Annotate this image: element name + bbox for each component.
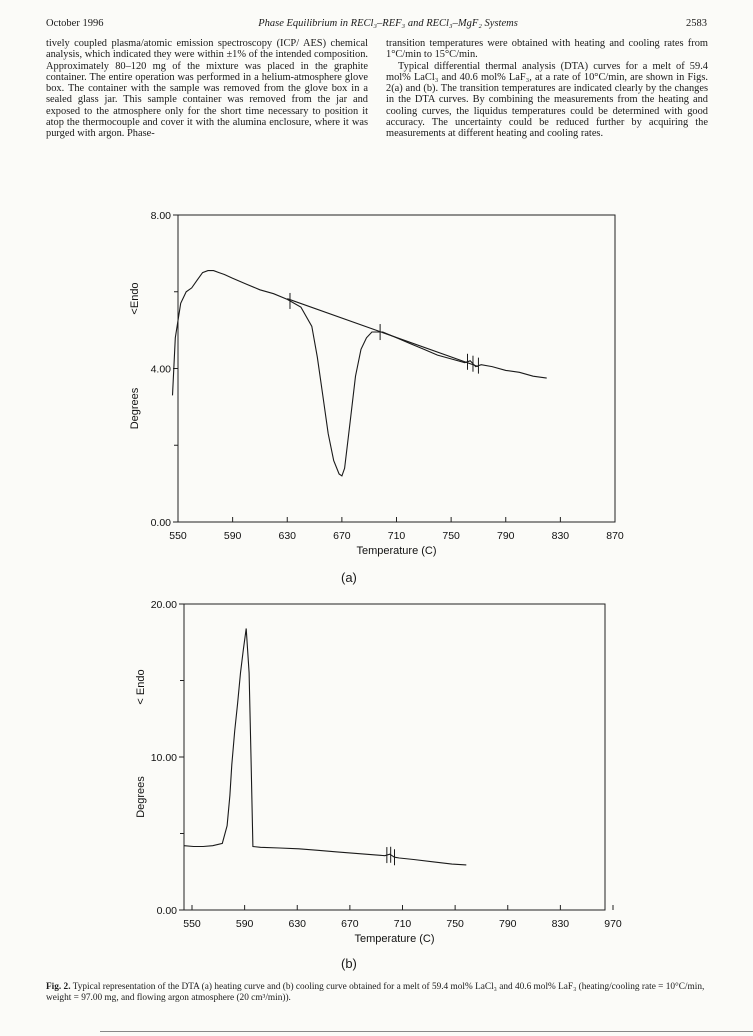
x-tick-label: 970 xyxy=(604,918,622,930)
bottom-rule xyxy=(100,1031,753,1032)
x-tick-label: 670 xyxy=(333,530,351,542)
x-tick-label: 550 xyxy=(183,918,201,930)
x-tick-label: 710 xyxy=(387,530,406,542)
y-tick-label: 20.00 xyxy=(150,599,177,611)
header-date: October 1996 xyxy=(46,18,104,29)
caption-label: Fig. 2. xyxy=(46,982,71,992)
x-tick-label: 830 xyxy=(551,530,570,542)
x-tick-label: 830 xyxy=(551,918,570,930)
baseline-line xyxy=(287,299,478,367)
x-tick-label: 630 xyxy=(288,918,307,930)
figure-caption xyxy=(46,982,708,1004)
caption-text: Typical representation of the DTA (a) heating curve and (b) cooling curve obtained for a melt of 59.4 mol% LaCl₃ and 40.6 mol% LaF₃ (heating/cooling rate = 10°C/min, weight = 97.00 mg, and flowing argon atmosphere (20 cm³/min)). xyxy=(46,982,705,1003)
x-tick-label: 710 xyxy=(393,918,412,930)
x-axis-title: Temperature (C) xyxy=(354,933,435,945)
right-column xyxy=(386,38,708,140)
x-tick-label: 590 xyxy=(235,918,254,930)
x-tick-label: 750 xyxy=(446,918,464,930)
plot-frame xyxy=(178,215,615,522)
dta-curve xyxy=(184,629,466,865)
x-tick-label: 790 xyxy=(498,918,517,930)
y-axis-title: Degrees xyxy=(129,387,141,430)
dta-heating-chart xyxy=(0,190,753,590)
panel-label-a: (a) xyxy=(341,570,357,585)
dta-curve xyxy=(173,271,547,476)
left-column xyxy=(46,38,368,140)
panel-label-b: (b) xyxy=(341,956,357,971)
x-axis-title: Temperature (C) xyxy=(356,545,437,557)
dta-cooling-chart xyxy=(0,592,753,962)
page-number: 2583 xyxy=(686,18,707,29)
y-axis-title: Degrees xyxy=(135,776,147,818)
header-title: Phase Equilibrium in RECl₃–REF₃ and RECl₃–MgF₂ Systems xyxy=(258,18,518,29)
y-axis-secondary-title: < Endo xyxy=(135,669,147,705)
y-tick-label: 0.00 xyxy=(150,517,171,529)
x-tick-label: 790 xyxy=(496,530,515,542)
y-tick-label: 0.00 xyxy=(156,905,177,917)
x-tick-label: 670 xyxy=(341,918,359,930)
x-tick-label: 870 xyxy=(606,530,624,542)
y-tick-label: 8.00 xyxy=(150,210,171,222)
left-column-text: tively coupled plasma/atomic emission spectroscopy (ICP/ AES) chemical analysis, which indicated they were within ±1% of the intended composition. Approximately 80–120 mg of the mixture was placed in the graphite container. The entire operation was performed in a helium-atmosphere glove box. The container with the sample was removed from the glove box in a sealed glass jar. This sample container was removed from the jar and exposed to the atmosphere only for the short time necessary to position it atop the thermocouple and cover it with the alumina enclosure, where it was purged with argon. Phase- xyxy=(46,38,368,140)
y-tick-label: 10.00 xyxy=(150,752,177,764)
x-tick-label: 750 xyxy=(442,530,460,542)
x-tick-label: 550 xyxy=(169,530,187,542)
y-axis-secondary-title: <Endo xyxy=(129,282,141,315)
y-tick-label: 4.00 xyxy=(150,363,171,376)
x-tick-label: 590 xyxy=(223,530,242,542)
right-column-p2: Typical differential thermal analysis (DTA) curves for a melt of 59.4 mol% LaCl₃ and 40.6 mol% LaF₃, at a rate of 10°C/min, are shown in Figs. 2(a) and (b). The transition temperatures are indicated clearly by the changes in the DTA curves. By combining the measurements from the heating and cooling curves, the liquidus temperatures could be determined with good accuracy. The uncertainty could be reduced further by acquiring the measurements at different heating and cooling rates. xyxy=(386,60,708,140)
right-column-p1: transition temperatures were obtained with heating and cooling rates from 1°C/min to 15°C/min. xyxy=(386,38,708,61)
x-tick-label: 630 xyxy=(278,530,297,542)
